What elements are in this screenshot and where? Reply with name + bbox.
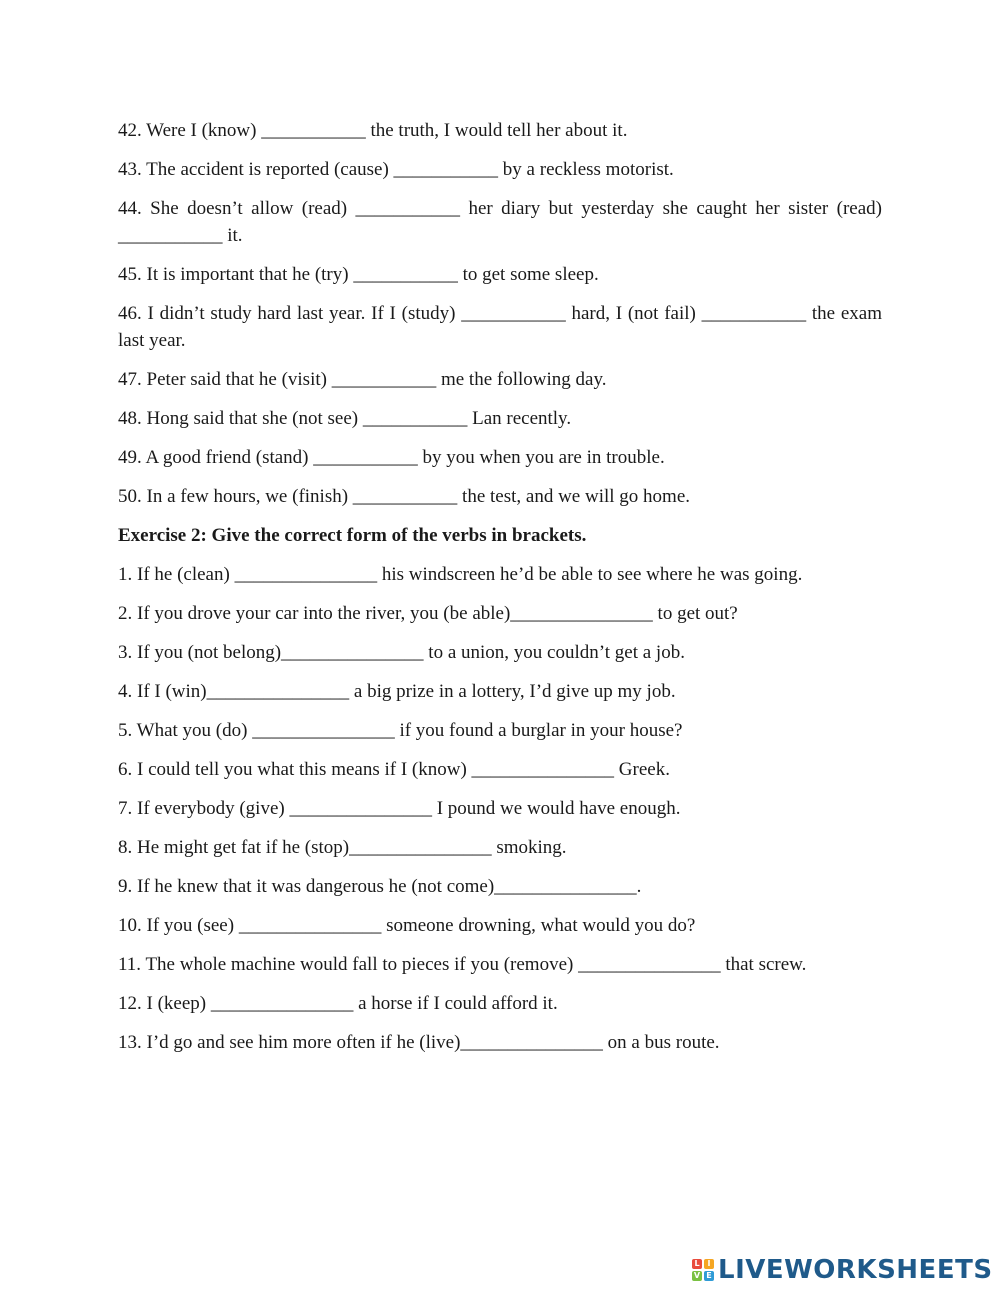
exercise2-item-10: 10. If you (see) _______________ someone drowning, what would you do? xyxy=(118,915,696,936)
exercise2-item-11: 11. The whole machine would fall to pieces if you (remove) _______________ that screw. xyxy=(118,954,807,975)
logo-mark-e: E xyxy=(704,1271,714,1281)
worksheet-content xyxy=(118,117,882,1068)
exercise-item-49: 49. A good friend (stand) ___________ by you when you are in trouble. xyxy=(118,447,665,468)
logo-mark-i: I xyxy=(704,1259,714,1269)
exercise2-item-9: 9. If he knew that it was dangerous he (not come)_______________. xyxy=(118,876,642,897)
exercise2-item-12: 12. I (keep) _______________ a horse if I could afford it. xyxy=(118,993,558,1014)
liveworksheets-logo-text: LIVEWORKSHEETS xyxy=(718,1255,993,1285)
exercise2-item-6: 6. I could tell you what this means if I (know) _______________ Greek. xyxy=(118,759,670,780)
exercise2-item-2: 2. If you drove your car into the river, you (be able)_______________ to get out? xyxy=(118,603,738,624)
exercise-item-43: 43. The accident is reported (cause) ___________ by a reckless motorist. xyxy=(118,159,674,180)
exercise-item-50: 50. In a few hours, we (finish) ___________ the test, and we will go home. xyxy=(118,486,691,507)
exercise2-item-1: 1. If he (clean) _______________ his windscreen he’d be able to see where he was going. xyxy=(118,564,803,585)
exercise2-item-8: 8. He might get fat if he (stop)_______________ smoking. xyxy=(118,837,567,858)
exercise-item-47: 47. Peter said that he (visit) ___________ me the following day. xyxy=(118,369,607,390)
liveworksheets-logo-icon xyxy=(692,1259,714,1281)
exercise-item-44: 44. She doesn’t allow (read) ___________ her diary but yesterday she caught her sister (read) ___________ it. xyxy=(118,198,882,246)
exercise-item-45: 45. It is important that he (try) ___________ to get some sleep. xyxy=(118,264,599,285)
exercise2-item-3: 3. If you (not belong)_______________ to a union, you couldn’t get a job. xyxy=(118,642,685,663)
logo-mark-l: L xyxy=(692,1259,702,1269)
logo-mark-v: V xyxy=(693,1271,701,1280)
exercise2-item-13: 13. I’d go and see him more often if he (live)_______________ on a bus route. xyxy=(118,1032,720,1053)
exercise-item-46: 46. I didn’t study hard last year. If I (study) ___________ hard, I (not fail) ___________ the exam last year. xyxy=(118,303,882,351)
exercise-2-heading: Exercise 2: Give the correct form of the verbs in brackets. xyxy=(118,525,587,546)
exercise-item-42: 42. Were I (know) ___________ the truth, I would tell her about it. xyxy=(118,120,628,141)
exercise-item-48: 48. Hong said that she (not see) ___________ Lan recently. xyxy=(118,408,572,429)
exercise2-item-5: 5. What you (do) _______________ if you found a burglar in your house? xyxy=(118,720,683,741)
exercise2-item-7: 7. If everybody (give) _______________ I pound we would have enough. xyxy=(118,798,681,819)
exercise2-item-4: 4. If I (win)_______________ a big prize in a lottery, I’d give up my job. xyxy=(118,681,676,702)
liveworksheets-logo xyxy=(692,1256,993,1284)
